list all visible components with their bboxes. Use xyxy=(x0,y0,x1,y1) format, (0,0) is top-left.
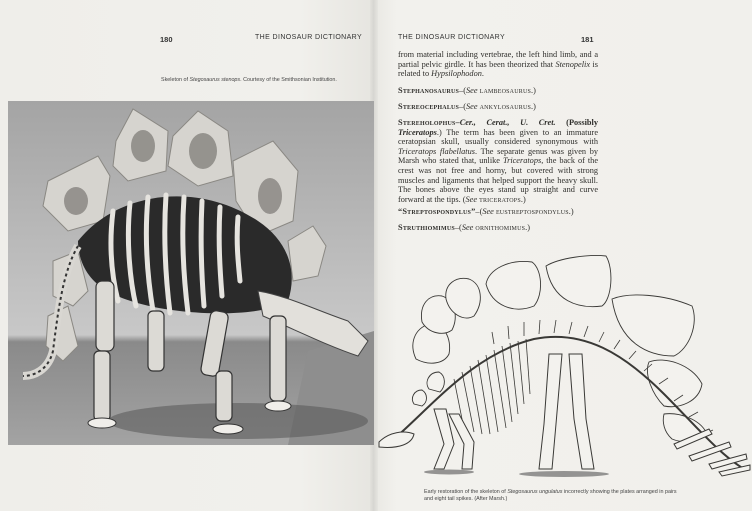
entry-headword: Stereocephalus xyxy=(398,102,460,111)
cross-reference: ankylosaurus xyxy=(479,102,532,111)
cross-reference: eustreptospondylus xyxy=(495,207,569,216)
left-figure-caption: Skeleton of Stegosaurus stenops. Courtesy of the Smithsonian Institution. xyxy=(161,77,337,83)
stegosaurus-skeleton-photo xyxy=(8,101,374,445)
continuation-paragraph: from material including vertebrae, the left hind limb, and a partial pelvic girdle. It has been theorized that Stenopelix is related to Hypsilophodon. xyxy=(398,50,598,79)
dictionary-entry-stereocephalus: Stereocephalus–(See ankylosaurus.) xyxy=(398,102,536,111)
right-page-number: 181 xyxy=(581,35,594,44)
caption-species: Stegosaurus ungulatus xyxy=(507,489,563,495)
restoration-line-drawing xyxy=(374,244,752,480)
skeleton-photo-illustration xyxy=(8,101,374,445)
entry-headword: Stephanosaurus xyxy=(398,86,460,95)
entry-classification: –Cer., Cerat., U. Cret. xyxy=(455,118,556,127)
right-figure-caption: Early restoration of the skeleton of Stegosaurus ungulatus incorrectly showing the plates arranged in pairs and eight tail spikes. (After Marsh.) xyxy=(424,489,677,502)
entry-headword: “Streptospondylus” xyxy=(398,207,476,216)
entry-headword: Struthiomimus xyxy=(398,223,455,232)
entry-headword: Stereholophus xyxy=(398,118,456,127)
dictionary-entry-stephanosaurus: Stephanosaurus–(See lambeosaurus.) xyxy=(398,86,536,95)
left-page-number: 180 xyxy=(160,35,173,44)
dictionary-entry-struthiomimus: Struthiomimus–(See ornithomimus.) xyxy=(398,223,530,232)
right-running-head: THE DINOSAUR DICTIONARY xyxy=(398,34,506,41)
dictionary-entry-stereholophus: Stereholophus–Cer., Cerat., U. Cret. (Possibly Triceratops.) The term has been given to an immature ceratopsian skull, usually considered synonymous with Triceratops flabellatus. The separate genus was given by Marsh who stated that, unlike Triceratops, the back of the crest was not free and horny, but covered with strong muscles and ligaments that helped support the heavy skull. The bones above the eyes stand up straight and curve forward at the tips. (See triceratops.) xyxy=(398,118,598,204)
caption-species: Stegosaurus stenops xyxy=(189,77,241,83)
stegosaurus-restoration-drawing xyxy=(374,244,752,480)
dictionary-entry-streptospondylus: “Streptospondylus”–(See eustreptospondylus.) xyxy=(398,207,574,216)
cross-reference: triceratops xyxy=(479,194,521,204)
cross-reference: ornithomimus xyxy=(475,223,526,232)
left-running-head: THE DINOSAUR DICTIONARY xyxy=(255,34,363,41)
cross-reference: lambeosaurus xyxy=(479,86,532,95)
